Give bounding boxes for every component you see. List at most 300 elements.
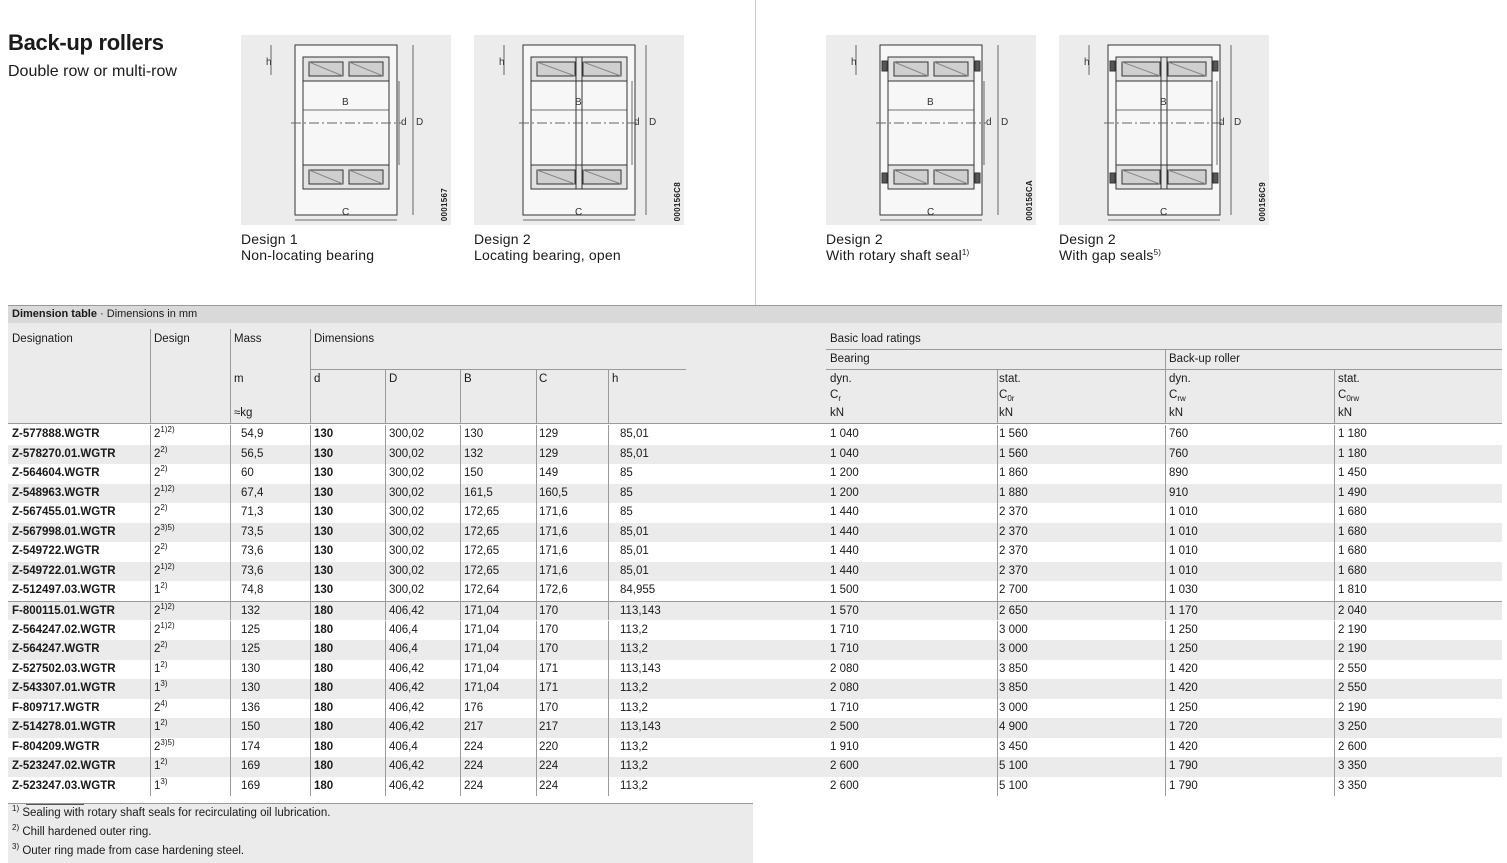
column-divider xyxy=(1334,542,1335,562)
column-divider xyxy=(385,621,386,641)
cell-B: 171,04 xyxy=(464,662,500,675)
column-divider xyxy=(536,425,537,445)
cell-D: 406,42 xyxy=(389,721,425,734)
cell-C: 170 xyxy=(539,623,559,636)
cell-D: 406,42 xyxy=(389,662,425,675)
column-divider xyxy=(230,602,231,621)
column-divider xyxy=(385,445,386,465)
col-header-load-ratings: Basic load ratings xyxy=(830,333,921,345)
bearing-drawing xyxy=(474,35,684,225)
cell-designation: F-800115.01.WGTR xyxy=(12,604,115,617)
cell-B: 130 xyxy=(464,428,484,440)
column-divider xyxy=(536,503,537,523)
cell-designation: Z-564604.WGTR xyxy=(12,467,100,480)
cell-D: 300,02 xyxy=(389,486,425,499)
column-divider xyxy=(385,738,386,758)
column-divider xyxy=(1165,562,1166,582)
cell-mass: 174 xyxy=(241,740,261,753)
column-divider xyxy=(460,621,461,641)
cell-D: 300,02 xyxy=(389,428,425,440)
header-divider xyxy=(460,369,461,424)
drawing-caption-design: Design 2 xyxy=(1059,231,1116,247)
cell-d: 130 xyxy=(314,486,334,499)
column-divider xyxy=(150,542,151,562)
cell-h: 85,01 xyxy=(620,428,649,440)
cell-h: 113,2 xyxy=(620,623,648,636)
dimension-label-B: B xyxy=(1160,97,1167,108)
dimension-label-C: C xyxy=(927,207,935,218)
cell-design: 1$^{2)}$ xyxy=(154,757,168,773)
header-divider xyxy=(608,369,609,424)
dimension-label-h: h xyxy=(1084,57,1090,68)
cell-bearing-dyn: 1 710 xyxy=(830,643,859,656)
cell-designation: Z-564247.02.WGTR xyxy=(12,623,116,636)
column-divider xyxy=(385,425,386,445)
cell-designation: Z-577888.WGTR xyxy=(12,428,100,440)
column-divider xyxy=(310,503,311,523)
column-divider xyxy=(310,425,311,445)
cell-design: $2^{1)2)}$ xyxy=(154,601,175,617)
column-divider xyxy=(310,699,311,719)
column-divider xyxy=(1165,757,1166,777)
cell-roller-dyn: 1 790 xyxy=(1169,760,1198,773)
cell-designation: Z-543307.01.WGTR xyxy=(12,682,116,695)
cell-d: 180 xyxy=(314,623,334,636)
column-divider xyxy=(230,660,231,680)
cell-bearing-stat: 3 850 xyxy=(999,682,1028,695)
cell-roller-stat: 2 190 xyxy=(1338,701,1367,714)
drawing-caption-description: Non-locating bearing xyxy=(241,247,375,263)
column-divider xyxy=(150,581,151,601)
cell-C: 171,6 xyxy=(539,564,568,577)
cell-mass: 125 xyxy=(241,643,261,656)
cell-roller-dyn: 1 170 xyxy=(1169,604,1198,617)
drawing-code: 000156C9 xyxy=(1258,181,1267,221)
cell-h: 84,955 xyxy=(620,584,656,597)
table-row xyxy=(8,562,1502,582)
drawing-code: 0001567 xyxy=(440,187,449,221)
page-subtitle: Double row or multi-row xyxy=(8,63,177,80)
cell-bearing-dyn: 2 600 xyxy=(830,760,859,773)
cell-D: 300,02 xyxy=(389,584,425,597)
table-row xyxy=(8,601,1502,621)
column-divider xyxy=(460,602,461,621)
column-divider xyxy=(608,777,609,797)
column-divider xyxy=(1334,562,1335,582)
column-divider xyxy=(230,621,231,641)
cell-designation: F-809717.WGTR xyxy=(12,701,100,714)
column-divider xyxy=(997,562,998,582)
cell-bearing-dyn: 1 500 xyxy=(830,584,859,597)
cell-roller-stat: 2 040 xyxy=(1338,604,1367,617)
column-divider xyxy=(230,523,231,543)
cell-mass: 54,9 xyxy=(241,428,264,440)
column-divider xyxy=(310,738,311,758)
col-header-bearing: Bearing xyxy=(830,353,870,365)
column-divider xyxy=(536,621,537,641)
cell-roller-dyn: 1 720 xyxy=(1169,721,1198,734)
column-divider xyxy=(1334,640,1335,660)
column-divider xyxy=(385,679,386,699)
cell-design: 1$^{2)}$ xyxy=(154,581,168,597)
col-header-bearing-dyn: dyn. xyxy=(830,373,852,385)
dimension-label-C: C xyxy=(1160,207,1168,218)
column-divider xyxy=(997,464,998,484)
column-divider xyxy=(150,484,151,504)
column-divider xyxy=(1165,602,1166,621)
column-divider xyxy=(310,640,311,660)
dimension-label-d: d xyxy=(634,117,640,128)
column-divider xyxy=(536,542,537,562)
cell-h: 85,01 xyxy=(620,564,649,577)
dimension-label-C: C xyxy=(575,207,583,218)
column-divider xyxy=(997,581,998,601)
cell-bearing-stat: 5 100 xyxy=(999,779,1028,792)
column-divider xyxy=(460,738,461,758)
column-divider xyxy=(608,562,609,582)
column-divider xyxy=(150,718,151,738)
cell-h: 85,01 xyxy=(620,447,649,460)
column-divider xyxy=(997,679,998,699)
table-row xyxy=(8,503,1502,523)
column-divider xyxy=(1334,621,1335,641)
cell-roller-stat: 2 600 xyxy=(1338,740,1367,753)
table-row xyxy=(8,718,1502,738)
col-header-mass: Mass xyxy=(234,333,262,345)
col-header-mass-symbol: m xyxy=(234,373,244,385)
column-divider xyxy=(385,581,386,601)
cell-design: $2^{1)2)}$ xyxy=(154,483,175,499)
cell-h: 113,2 xyxy=(620,760,648,773)
col-header-C: C xyxy=(539,373,548,385)
column-divider xyxy=(150,738,151,758)
table-row xyxy=(8,640,1502,660)
cell-B: 171,04 xyxy=(464,623,500,636)
column-divider xyxy=(1165,718,1166,738)
cell-D: 406,4 xyxy=(389,740,418,753)
cell-designation: Z-523247.03.WGTR xyxy=(12,779,116,792)
column-divider xyxy=(310,484,311,504)
column-divider xyxy=(385,484,386,504)
column-divider xyxy=(997,602,998,621)
cell-C: 149 xyxy=(539,467,559,480)
column-divider xyxy=(150,621,151,641)
col-header-design: Design xyxy=(154,333,190,345)
cell-bearing-dyn: 1 910 xyxy=(830,740,859,753)
cell-D: 406,42 xyxy=(389,604,425,617)
cell-mass: 150 xyxy=(241,721,261,734)
column-divider xyxy=(608,464,609,484)
column-divider xyxy=(310,581,311,601)
column-divider xyxy=(1334,699,1335,719)
column-divider xyxy=(1165,640,1166,660)
col-header-backup-roller: Back-up roller xyxy=(1169,353,1240,365)
dimension-label-d: d xyxy=(1219,117,1225,128)
cell-B: 171,04 xyxy=(464,604,500,617)
column-divider xyxy=(150,640,151,660)
column-divider xyxy=(997,445,998,465)
column-divider xyxy=(608,581,609,601)
cell-designation: Z-527502.03.WGTR xyxy=(12,662,116,675)
table-row xyxy=(8,699,1502,719)
cell-roller-stat: 1 680 xyxy=(1338,506,1367,519)
footnote-text: Sealing with rotary shaft seals for recirculating oil lubrication. xyxy=(19,807,331,819)
cell-roller-dyn: 1 010 xyxy=(1169,564,1198,577)
cell-mass: 169 xyxy=(241,779,261,792)
column-divider xyxy=(310,542,311,562)
column-divider xyxy=(1165,660,1166,680)
cell-bearing-stat: 3 000 xyxy=(999,643,1028,656)
column-divider xyxy=(536,679,537,699)
column-divider xyxy=(460,640,461,660)
column-divider xyxy=(310,523,311,543)
cell-C: 170 xyxy=(539,701,559,714)
column-divider xyxy=(1334,484,1335,504)
column-divider xyxy=(230,425,231,445)
cell-bearing-stat: 5 100 xyxy=(999,760,1028,773)
cell-bearing-dyn: 2 600 xyxy=(830,779,859,792)
column-divider xyxy=(997,542,998,562)
cell-mass: 67,4 xyxy=(241,486,264,499)
cell-roller-dyn: 1 790 xyxy=(1169,779,1198,792)
cell-roller-dyn: 1 250 xyxy=(1169,643,1198,656)
column-divider xyxy=(460,523,461,543)
column-divider xyxy=(997,425,998,445)
cell-design: 2$^{2)}$ xyxy=(154,640,168,656)
column-divider xyxy=(310,445,311,465)
column-divider xyxy=(310,757,311,777)
cell-bearing-stat: 3 000 xyxy=(999,623,1028,636)
dimension-table-bar xyxy=(8,305,1502,323)
column-divider xyxy=(536,602,537,621)
column-divider xyxy=(536,445,537,465)
cell-mass: 132 xyxy=(241,604,261,617)
column-divider xyxy=(1165,503,1166,523)
column-divider xyxy=(1334,445,1335,465)
cell-design: 1$^{2)}$ xyxy=(154,718,168,734)
cell-B: 224 xyxy=(464,760,484,773)
cell-bearing-dyn: 1 040 xyxy=(830,428,859,440)
column-divider xyxy=(310,464,311,484)
column-divider xyxy=(310,621,311,641)
page-title: Back-up rollers xyxy=(8,30,164,55)
cell-roller-stat: 2 550 xyxy=(1338,682,1367,695)
cell-C: 171,6 xyxy=(539,506,568,519)
cell-design: $2^{3)5)}$ xyxy=(154,737,175,753)
cell-roller-stat: 2 190 xyxy=(1338,643,1367,656)
cell-designation: Z-549722.01.WGTR xyxy=(12,564,116,577)
drawing-caption-design: Design 2 xyxy=(474,231,531,247)
column-divider xyxy=(608,484,609,504)
cell-B: 172,65 xyxy=(464,506,500,519)
cell-D: 406,42 xyxy=(389,760,425,773)
column-divider xyxy=(536,699,537,719)
cell-B: 224 xyxy=(464,779,484,792)
column-divider xyxy=(385,660,386,680)
column-divider xyxy=(150,503,151,523)
column-divider xyxy=(150,523,151,543)
footnote-text: Outer ring made from case hardening steel. xyxy=(19,845,245,857)
cell-mass: 73,6 xyxy=(241,545,264,558)
cell-D: 406,42 xyxy=(389,682,425,695)
column-divider xyxy=(460,699,461,719)
dimension-label-B: B xyxy=(927,97,934,108)
column-divider xyxy=(385,757,386,777)
cell-h: 113,143 xyxy=(620,604,661,617)
table-header xyxy=(8,323,1502,424)
cell-h: 85 xyxy=(620,486,633,499)
cell-roller-dyn: 1 010 xyxy=(1169,545,1198,558)
cell-bearing-dyn: 1 710 xyxy=(830,701,859,714)
column-divider xyxy=(1334,738,1335,758)
footnote-rule xyxy=(26,804,84,805)
cell-bearing-stat: 3 850 xyxy=(999,662,1028,675)
cell-d: 130 xyxy=(314,447,334,460)
column-divider xyxy=(460,542,461,562)
column-divider xyxy=(608,718,609,738)
column-divider xyxy=(230,718,231,738)
column-divider xyxy=(1165,621,1166,641)
footnote xyxy=(12,804,331,819)
col-header-roller-stat: stat. xyxy=(1338,373,1360,385)
col-header-roller-dyn: dyn. xyxy=(1169,373,1191,385)
cell-h: 113,2 xyxy=(620,701,648,714)
cell-roller-stat: 1 180 xyxy=(1338,428,1367,440)
column-divider xyxy=(536,777,537,797)
column-divider xyxy=(150,777,151,797)
column-divider xyxy=(385,777,386,797)
column-divider xyxy=(536,484,537,504)
cell-d: 180 xyxy=(314,682,334,695)
column-divider xyxy=(536,738,537,758)
cell-C: 160,5 xyxy=(539,486,568,499)
column-divider xyxy=(385,523,386,543)
column-divider xyxy=(230,542,231,562)
cell-roller-stat: 1 180 xyxy=(1338,447,1367,460)
drawing-caption xyxy=(1059,231,1161,263)
column-divider xyxy=(150,699,151,719)
col-header-unit: kN xyxy=(999,407,1014,419)
column-divider xyxy=(1334,757,1335,777)
cell-B: 171,04 xyxy=(464,643,500,656)
cell-bearing-stat: 1 560 xyxy=(999,447,1028,460)
cell-design: 1$^{3)}$ xyxy=(154,679,168,695)
column-divider xyxy=(1334,718,1335,738)
cell-roller-dyn: 1 030 xyxy=(1169,584,1198,597)
cell-B: 176 xyxy=(464,701,484,714)
cell-mass: 73,6 xyxy=(241,564,264,577)
cell-design: $2^{3)5)}$ xyxy=(154,522,175,538)
cell-bearing-dyn: 2 080 xyxy=(830,682,859,695)
cell-B: 150 xyxy=(464,467,484,480)
dimension-label-h: h xyxy=(499,57,505,68)
column-divider xyxy=(608,621,609,641)
cell-bearing-dyn: 1 440 xyxy=(830,506,859,519)
column-divider xyxy=(997,503,998,523)
column-divider xyxy=(150,425,151,445)
column-divider xyxy=(150,464,151,484)
cell-design: $2^{1)2)}$ xyxy=(154,620,175,636)
cell-C: 171 xyxy=(539,682,559,695)
table-row xyxy=(8,757,1502,777)
header-divider xyxy=(1165,349,1166,424)
cell-mass: 130 xyxy=(241,662,261,675)
column-divider xyxy=(536,660,537,680)
drawing-caption xyxy=(241,231,374,263)
column-divider xyxy=(460,484,461,504)
column-divider xyxy=(536,562,537,582)
column-divider xyxy=(385,542,386,562)
column-divider xyxy=(608,425,609,445)
cell-bearing-dyn: 1 040 xyxy=(830,447,859,460)
column-divider xyxy=(385,699,386,719)
column-divider xyxy=(1334,581,1335,601)
column-divider xyxy=(997,621,998,641)
cell-B: 172,65 xyxy=(464,564,500,577)
cell-bearing-stat: 1 860 xyxy=(999,467,1028,480)
cell-D: 300,02 xyxy=(389,447,425,460)
cell-C: 171,6 xyxy=(539,525,568,538)
cell-roller-dyn: 1 250 xyxy=(1169,623,1198,636)
header-rule xyxy=(826,369,1502,370)
column-divider xyxy=(1334,660,1335,680)
column-divider xyxy=(385,562,386,582)
cell-C: 171,6 xyxy=(539,545,568,558)
cell-d: 130 xyxy=(314,506,334,519)
cell-h: 85 xyxy=(620,506,633,519)
cell-B: 172,65 xyxy=(464,525,500,538)
column-divider xyxy=(997,699,998,719)
cell-C: 171 xyxy=(539,662,559,675)
column-divider xyxy=(310,718,311,738)
column-divider xyxy=(1165,445,1166,465)
cell-h: 113,2 xyxy=(620,682,648,695)
cell-roller-stat: 3 350 xyxy=(1338,760,1367,773)
column-divider xyxy=(608,660,609,680)
footnote-text: Chill hardened outer ring. xyxy=(19,826,152,838)
cell-d: 180 xyxy=(314,701,334,714)
cell-design: 2$^{2)}$ xyxy=(154,444,168,460)
cell-d: 180 xyxy=(314,779,334,792)
header-rule xyxy=(310,369,686,370)
column-divider xyxy=(997,757,998,777)
column-divider xyxy=(385,503,386,523)
column-divider xyxy=(230,464,231,484)
cell-B: 161,5 xyxy=(464,486,493,499)
column-divider xyxy=(1334,523,1335,543)
cell-B: 217 xyxy=(464,721,484,734)
column-divider xyxy=(1165,777,1166,797)
cell-h: 113,143 xyxy=(620,721,661,734)
cell-D: 406,4 xyxy=(389,643,418,656)
column-divider xyxy=(310,602,311,621)
column-divider xyxy=(608,523,609,543)
col-header-dimensions: Dimensions xyxy=(314,333,375,345)
column-divider xyxy=(460,660,461,680)
cell-roller-dyn: 1 010 xyxy=(1169,506,1198,519)
cell-design: 2$^{4)}$ xyxy=(154,698,168,714)
column-divider xyxy=(460,445,461,465)
cell-roller-stat: 1 490 xyxy=(1338,486,1367,499)
col-header-roller-crw: $C_{rw}$ xyxy=(1169,389,1186,403)
cell-h: 85,01 xyxy=(620,525,649,538)
cell-designation: Z-567455.01.WGTR xyxy=(12,506,116,519)
cell-roller-dyn: 1 420 xyxy=(1169,662,1198,675)
column-divider xyxy=(608,445,609,465)
dimension-label-D: D xyxy=(416,117,424,128)
cell-designation: Z-578270.01.WGTR xyxy=(12,447,116,460)
column-divider xyxy=(230,445,231,465)
